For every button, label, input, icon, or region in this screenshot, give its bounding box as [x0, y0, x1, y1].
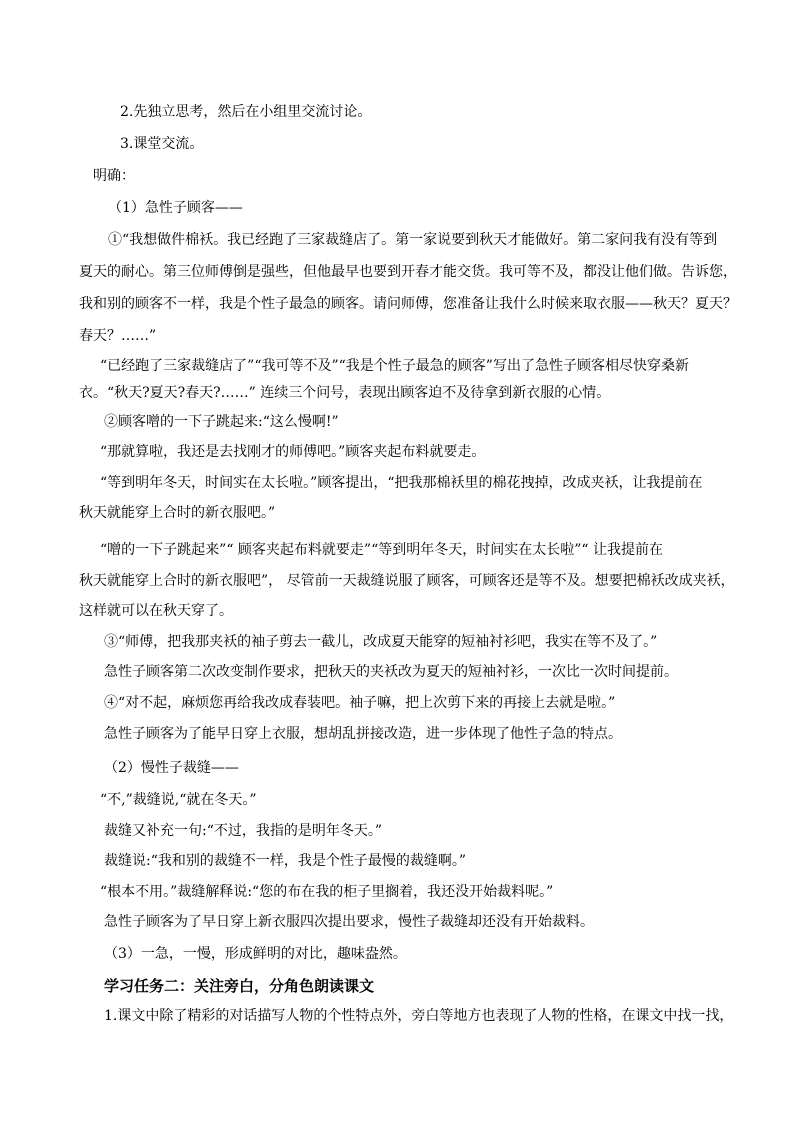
text-line: 衣。“秋天?夏天?春天?……” 连续三个问号，表现出顾客迫不及待拿到新衣服的心情。	[79, 385, 611, 401]
text-line: ④“对不起，麻烦您再给我改成春装吧。袖子嘛，把上次剪下来的再接上去就是啦。”	[104, 695, 616, 711]
text-line: “噌的一下子跳起来”“ 顾客夹起布料就要走”“等到明年冬天，时间实在太长啦”“ 让我提前在	[100, 542, 663, 558]
text-line: 明确：	[93, 168, 135, 184]
text-line: 春天？……”	[79, 328, 157, 344]
text-line: “不,”裁缝说,“就在冬天。”	[100, 792, 257, 808]
text-line: 1.课文中除了精彩的对话描写人物的个性特点外，旁白等地方也表现了人物的性格，在课文中找一找，	[104, 1008, 734, 1024]
text-line: （1）急性子顾客——	[108, 200, 243, 216]
text-line: 急性子顾客为了能早日穿上衣服，想胡乱拼接改造，进一步体现了他性子急的特点。	[104, 726, 622, 742]
text-line: 秋天就能穿上合时的新衣服吧。”	[79, 505, 276, 521]
text-line: ②顾客噌的一下子跳起来:“这么慢啊!”	[104, 414, 339, 430]
text-line: （3）一急，一慢，形成鲜明的对比，趣味盎然。	[104, 946, 407, 962]
text-line: 裁缝又补充一句:“不过，我指的是明年冬天。”	[104, 823, 383, 839]
text-line: ③“师傅，把我那夹袄的袖子剪去一截儿，改成夏天能穿的短袖衬衫吧，我实在等不及了。”	[104, 634, 658, 650]
text-line: “那就算啦，我还是去找刚才的师傅吧。”顾客夹起布料就要走。	[100, 444, 486, 460]
text-line: 2.先独立思考，然后在小组里交流讨论。	[120, 104, 372, 120]
text-line: 急性子顾客第二次改变制作要求，把秋天的夹袄改为夏天的短袖衬衫，一次比一次时间提前。	[104, 664, 678, 680]
text-line: 秋天就能穿上合时的新衣服吧”， 尽管前一天裁缝说服了顾客，可顾客还是等不及。想要把棉袄改成夹袄，	[79, 573, 735, 589]
text-line: 我和别的顾客不一样，我是个性子最急的顾客。请问师傅，您准备让我什么时候来取衣服——秋天？夏天？	[79, 296, 737, 312]
text-line: “根本不用。”裁缝解释说:“您的布在我的柜子里搁着，我还没开始裁料呢。”	[100, 884, 554, 900]
text-line: 夏天的耐心。第三位师傅倒是强些，但他最早也要到开春才能交货。我可等不及，都没让他们做。告诉您，	[79, 264, 737, 280]
text-line: 急性子顾客为了早日穿上新衣服四次提出要求，慢性子裁缝却还没有开始裁料。	[104, 914, 594, 930]
text-line: “等到明年冬天，时间实在太长啦。”顾客提出，“把我那棉袄里的棉花拽掉，改成夹袄，让我提前在	[100, 475, 703, 491]
text-line: 3.课堂交流。	[120, 136, 204, 152]
text-line: （2）慢性子裁缝——	[104, 760, 239, 776]
text-line: ①“我想做件棉袄。我已经跑了三家裁缝店了。第一家说要到秋天才能做好。第二家问我有没有等到	[108, 232, 718, 248]
section-heading: 学习任务二：关注旁白，分角色朗读课文	[104, 977, 375, 995]
text-line: “已经跑了三家裁缝店了”“我可等不及”“我是个性子最急的顾客”写出了急性子顾客相尽快穿桑新	[100, 358, 689, 374]
text-line: 裁缝说:“我和别的裁缝不一样，我是个性子最慢的裁缝啊。”	[104, 853, 467, 869]
text-line: 这样就可以在秋天穿了。	[79, 603, 233, 619]
